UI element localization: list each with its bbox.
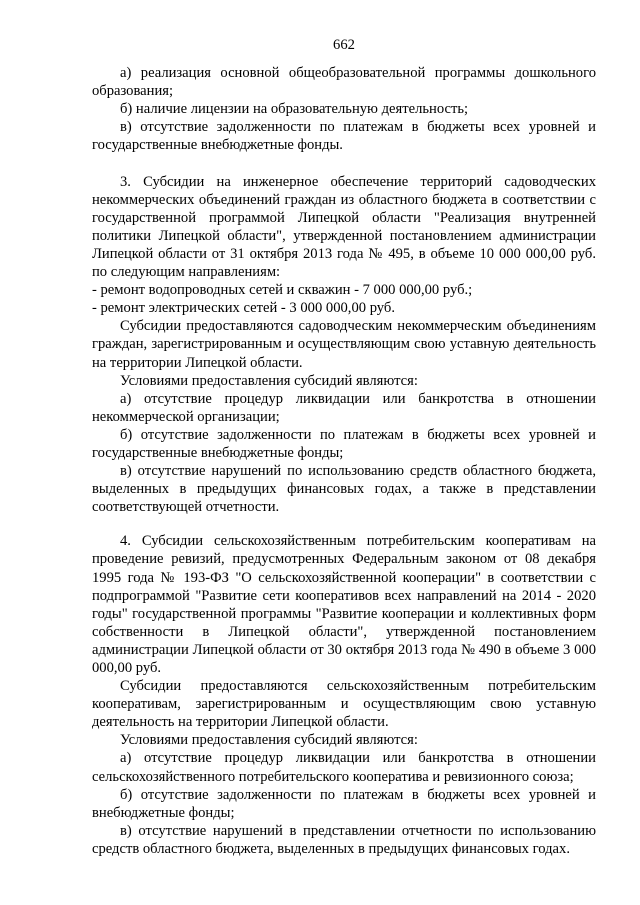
section-spacer bbox=[92, 516, 596, 532]
section3-direction-2: - ремонт электрических сетей - 3 000 000,00 руб. bbox=[92, 300, 395, 317]
section4-item-b: б) отсутствие задолженности по платежам в бюджеты всех уровней и внебюджетные фонды; bbox=[92, 786, 596, 821]
section4-item-v: в) отсутствие нарушений в представлении отчетности по использованию средств областного бюджета, выделенных в предыдущих финансовых годах. bbox=[92, 822, 596, 857]
section-spacer bbox=[92, 155, 596, 173]
section3-conditions-heading: Условиями предоставления субсидий являются: bbox=[120, 372, 418, 389]
section3-item-v: в) отсутствие нарушений по использованию средств областного бюджета, выделенных в предыдущих финансовых годах, а также в представлении соответствующей отчетности. bbox=[92, 463, 596, 516]
section4-provided: Субсидии предоставляются сельскохозяйственным потребительским кооперативам, зарегистрированным и осуществляющим свою уставную деятельность на территории Липецкой области. bbox=[92, 678, 596, 731]
document-page bbox=[92, 36, 596, 858]
block1-item-a: а) реализация основной общеобразовательной программы дошкольного образования; bbox=[92, 65, 596, 100]
section3-item-b: б) отсутствие задолженности по платежам в бюджеты всех уровней и государственные внебюджетные фонды; bbox=[92, 426, 596, 461]
section3-provided: Субсидии предоставляются садоводческим некоммерческим объединениям граждан, зарегистрированным и осуществляющим свою уставную деятельность на территории Липецкой области. bbox=[92, 318, 596, 371]
section3-item-a: а) отсутствие процедур ликвидации или банкротства в отношении некоммерческой организации; bbox=[92, 390, 596, 425]
section4-item-a: а) отсутствие процедур ликвидации или банкротства в отношении сельскохозяйственного потребительского кооператива и ревизионного союза; bbox=[92, 750, 596, 785]
section3-direction-1: - ремонт водопроводных сетей и скважин - 7 000 000,00 руб.; bbox=[92, 282, 473, 299]
block1-item-v: в) отсутствие задолженности по платежам в бюджеты всех уровней и государственные внебюджетные фонды. bbox=[92, 119, 596, 154]
section4-intro: 4. Субсидии сельскохозяйственным потребительским кооперативам на проведение ревизий, предусмотренных Федеральным законом от 08 декабря 1995 года № 193-ФЗ "О сельскохозяйственной кооперации" в соответствии с подпрограммой "Развитие сети кооперативов всех направлений на 2014 - 2020 годы" государственной программы "Развитие кооперации и коллективных форм собственности в Липецкой области", утвержденной постановлением администрации Липецкой области от 30 октября 2013 года № 490 в объеме 3 000 000,00 руб. bbox=[92, 533, 596, 676]
section3-intro: 3. Субсидии на инженерное обеспечение территорий садоводческих некоммерческих объединений граждан из областного бюджета в соответствии с государственной программой Липецкой области "Реализация внутренней политики Липецкой области", утвержденной постановлением администрации Липецкой области от 31 октября 2013 года № 495, в объеме 10 000 000,00 руб. по следующим направлениям: bbox=[92, 173, 596, 281]
section4-conditions-heading: Условиями предоставления субсидий являются: bbox=[120, 732, 418, 749]
block1-item-b: б) наличие лицензии на образовательную деятельность; bbox=[120, 101, 469, 118]
page-number: 662 bbox=[333, 37, 355, 53]
